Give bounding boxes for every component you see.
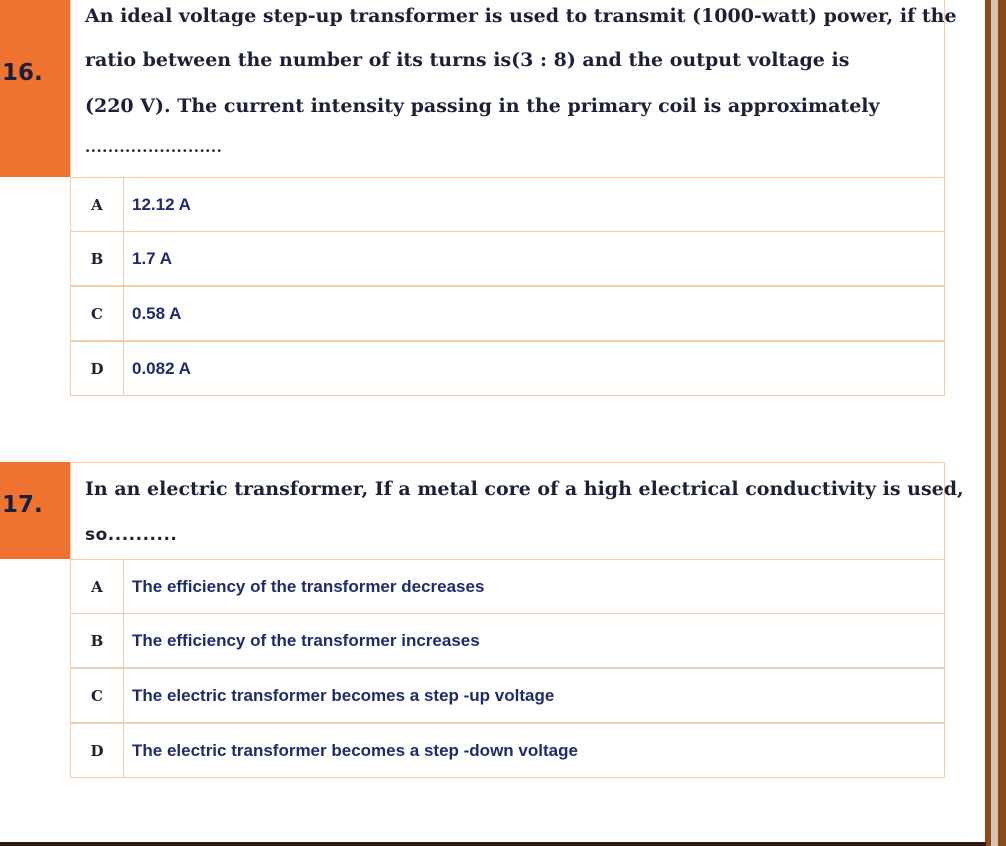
question-16-option-c[interactable]: [70, 286, 945, 341]
question-16-number: 16.: [2, 60, 43, 86]
option-letter: B: [90, 249, 104, 268]
option-text: The efficiency of the transformer increases: [132, 630, 480, 650]
option-divider: [123, 560, 124, 613]
question-16-line-1: An ideal voltage step-up transformer is used to transmit (1000-watt) power, if the: [85, 5, 957, 27]
question-16-blank: ........................: [85, 138, 223, 156]
right-border-inner-bar: [991, 0, 998, 846]
option-divider: [123, 724, 124, 777]
question-17-blank: so..........: [85, 525, 178, 545]
question-17-option-a[interactable]: [70, 559, 945, 614]
bottom-border-line: [0, 842, 986, 846]
option-divider: [123, 342, 124, 395]
question-16-line-3: (220 V). The current intensity passing in the primary coil is approximately: [85, 95, 880, 117]
question-17-number: 17.: [2, 492, 43, 518]
option-letter: B: [90, 631, 104, 650]
option-text: 0.082 A: [132, 358, 191, 378]
question-16-option-d[interactable]: [70, 341, 945, 396]
question-16-option-b[interactable]: [70, 231, 945, 286]
option-letter: A: [91, 195, 103, 214]
question-16-line-2: ratio between the number of its turns is(3 : 8) and the output voltage is: [85, 49, 850, 71]
question-16-option-a[interactable]: [70, 177, 945, 232]
option-text: The electric transformer becomes a step -down voltage: [132, 740, 578, 760]
option-divider: [123, 178, 124, 231]
question-16-stem: [70, 0, 957, 178]
option-text: 0.58 A: [132, 303, 182, 323]
option-text: The efficiency of the transformer decreases: [132, 576, 485, 596]
option-divider: [123, 614, 124, 667]
option-letter: D: [90, 359, 104, 378]
option-divider: [123, 669, 124, 722]
question-16-number-block: [0, 0, 70, 177]
option-text: 1.7 A: [132, 248, 173, 268]
option-divider: [123, 232, 124, 285]
option-letter: C: [91, 686, 103, 705]
option-text: The electric transformer becomes a step -up voltage: [132, 685, 555, 705]
option-letter: C: [91, 304, 103, 323]
option-letter: D: [90, 741, 104, 760]
option-text: 12.12 A: [132, 194, 191, 214]
question-17-option-b[interactable]: [70, 613, 945, 668]
question-17-option-c[interactable]: [70, 668, 945, 723]
option-divider: [123, 287, 124, 340]
question-17-line-1: In an electric transformer, If a metal core of a high electrical conductivity is used,: [85, 478, 964, 500]
option-letter: A: [91, 577, 103, 596]
question-17-stem: [70, 462, 964, 560]
question-17-option-d[interactable]: [70, 723, 945, 778]
